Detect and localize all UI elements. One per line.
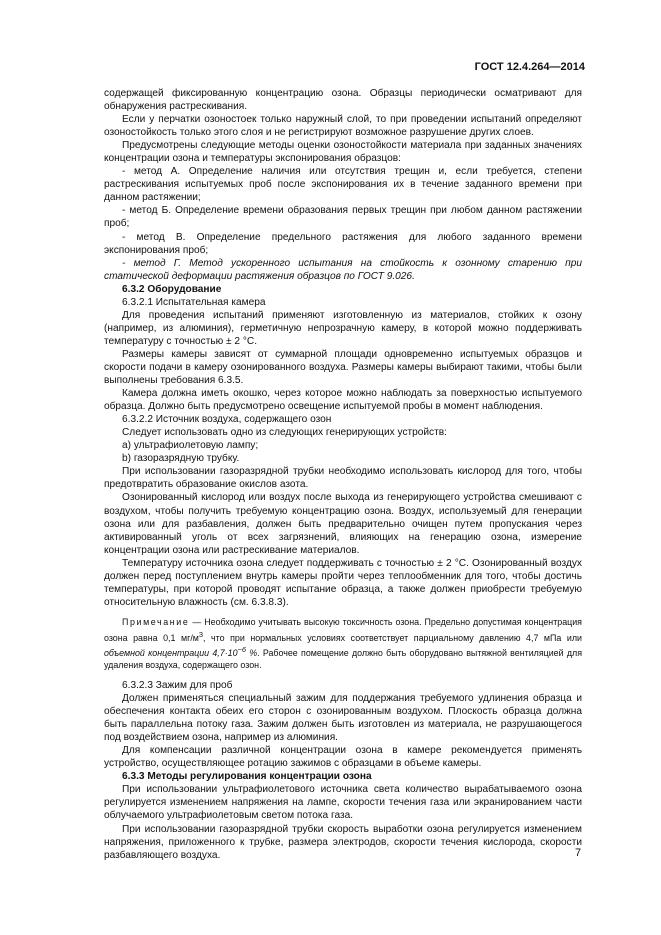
paragraph: Озонированный кислород или воздух после выхода из генерирующего устройства смешивают с воздухом, чтобы получить требуемую концентрацию озона. Воздух, используемый для генерации озона или для разбавления, должен быть предварительно очищен путем пропускания через активированный уголь от всех загрязнений, влияющих на генерацию озона, измерение концентрации озона или растрескивание материалов. <box>104 492 582 556</box>
paragraph: Если у перчатки озоностоек только наружный слой, то при проведении испытаний определяют озоностойкость только этого слоя и не регистрируют возможное разрушение других слоев. <box>104 114 582 139</box>
list-item: - метод В. Определение предельного растяжения для любого заданного времени экспонирования проб; <box>104 231 582 256</box>
note-text: , что при нормальных условиях соответствует парциальному давлению 4,7 мПа или <box>203 632 582 643</box>
section-heading: 6.3.2 Оборудование <box>122 283 222 295</box>
page-body <box>104 87 582 862</box>
note-text: . Рабочее помещение должно быть оборудовано вытяжной вентиляцией для удаления воздуха, содержащего озон. <box>104 648 582 671</box>
subsection-heading: 6.3.2.2 Источник воздуха, содержащего озон <box>122 414 332 426</box>
paragraph: содержащей фиксированную концентрацию озона. Образцы периодически осматривают для обнаружения растрескивания. <box>104 88 582 113</box>
paragraph: Для компенсации различной концентрации озона в камере рекомендуется применять устройство, осуществляющее ротацию зажимов с образцами в объеме камеры. <box>104 745 582 770</box>
page-number: 7 <box>575 847 582 859</box>
note-text: — Необходимо учитывать высокую токсичность озона. Предельно допустимая концентрация озона равна 0,1 мг/м <box>104 616 582 643</box>
note-label: Примечание <box>122 616 190 627</box>
paragraph: При использовании газоразрядной трубки скорость выработки озона регулируется изменением напряжения, приложенного к трубке, размера электродов, скорости течения кислорода, скорости разбавляющего воздуха. <box>104 823 582 861</box>
list-item: a) ультрафиолетовую лампу; <box>122 440 259 452</box>
paragraph: При использовании ультрафиолетового источника света количество вырабатываемого озона регулируется изменением напряжения на лампе, скорости течения газа или экранированием части облучаемого ультрафиолетовым светом потока газа. <box>104 784 582 822</box>
list-item: - метод А. Определение наличия или отсутствия трещин и, если требуется, степени растрескивания испытуемых проб после экспонирования их в течение заданного времени при данном растяжении; <box>104 166 582 204</box>
subsection-heading: 6.3.2.3 Зажим для проб <box>122 680 233 691</box>
list-item: - метод Г. Метод ускоренного испытания на стойкость к озонному старению при статической деформации растяжения образцов по ГОСТ 9.026. <box>104 257 582 282</box>
note-superscript: 3 <box>198 629 204 639</box>
paragraph: Следует использовать одно из следующих генерирующих устройств: <box>122 427 447 439</box>
document-id: ГОСТ 12.4.264—2014 <box>474 61 585 73</box>
paragraph: При использовании газоразрядной трубки необходимо использовать кислород для того, чтобы предотвратить образование окислов азота. <box>104 466 582 491</box>
section-heading: 6.3.3 Методы регулирования концентрации озона <box>122 771 372 783</box>
paragraph: Камера должна иметь окошко, через которое можно наблюдать за поверхностью испытуемого образца. Должно быть предусмотрено освещение испытуемой пробы в момент наблюдения. <box>104 388 582 413</box>
list-item: - метод Б. Определение времени образования первых трещин при любом данном растяжении проб; <box>104 205 582 230</box>
paragraph: Температуру источника озона следует поддерживать с точностью ± 2 °С. Озонированный воздух должен перед поступлением внутрь камеры пройти через теплообменник для того, чтобы достичь температуры, при которой проводят испытание образца, а также должен приобрести требуемую относительную влажность (см. 6.3.8.3). <box>104 557 582 608</box>
note-italic-text: % <box>245 648 258 659</box>
paragraph: Должен применяться специальный зажим для поддержания требуемого удлинения образца и обеспечения контакта обеих его сторон с озонированным воздухом. Плоскость образца должна быть параллельна потоку газа. Зажим должен быть изготовлен из материала, не разрушающегося под воздействием озона, например из алюминия. <box>104 693 582 744</box>
note <box>104 617 582 672</box>
paragraph: Для проведения испытаний применяют изготовленную из материалов, стойких к озону (например, из алюминия), герметичную непрозрачную камеру, в которой можно поддерживать температуру с точностью ± 2 °С. <box>104 309 582 347</box>
note-italic-text: объемной концентрации 4,7·10 <box>104 648 238 659</box>
paragraph: Размеры камеры зависят от суммарной площади одновременно испытуемых образцов и скорости подачи в камеру озонированного воздуха. Размеры камеры выбирают такими, чтобы были выполнены требования 6.3.5. <box>104 348 582 387</box>
subsection-heading: 6.3.2.1 Испытательная камера <box>122 296 266 308</box>
list-item: b) газоразрядную трубку. <box>122 453 240 465</box>
note-superscript: −6 <box>237 645 246 655</box>
paragraph: Предусмотрены следующие методы оценки озоностойкости материала при заданных значениях концентрации озона и температуры экспонирования образцов: <box>104 140 582 165</box>
